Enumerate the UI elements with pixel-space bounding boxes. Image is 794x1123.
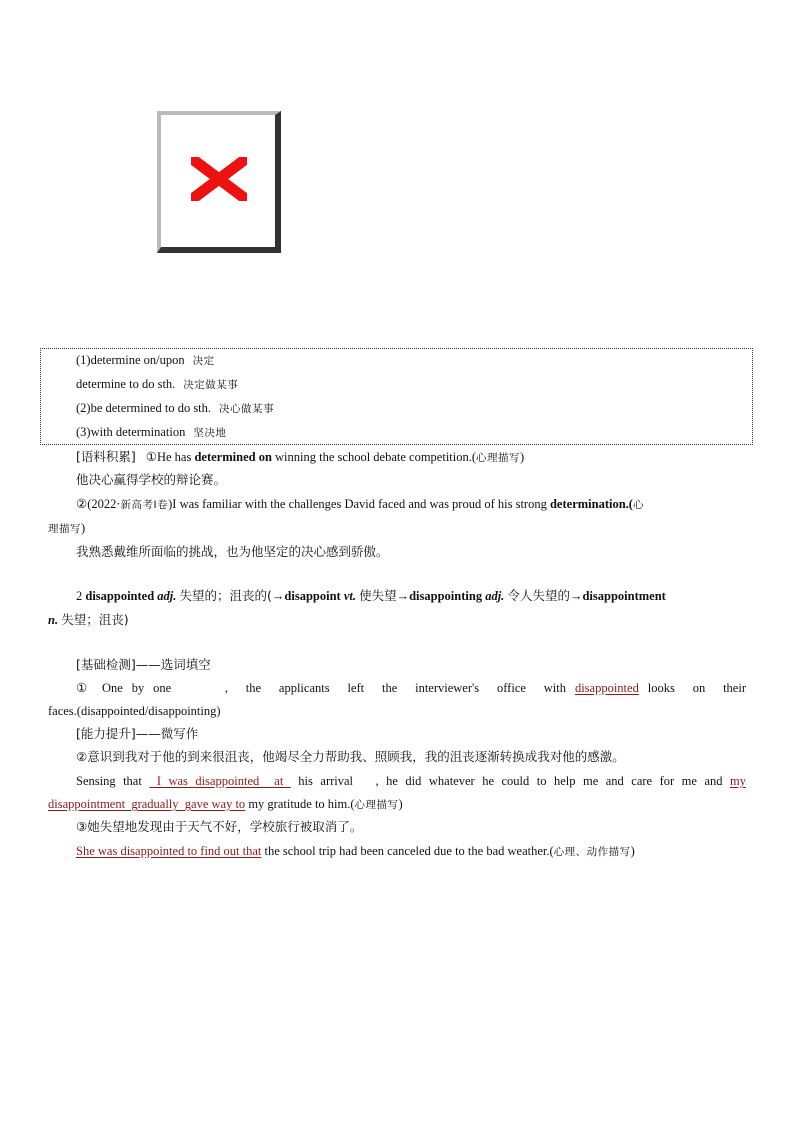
answer-blank-4: She was disappointed to find out that: [76, 844, 262, 858]
box-line-1: (1)determine on/upon 决定: [76, 353, 215, 367]
corpus-example-2: ②(2022·新高考Ⅰ卷)I was familiar with the challenges David faced and was proud of his strong determination.(心: [76, 497, 644, 511]
ability-label: [能力提升]——微写作: [76, 726, 199, 741]
headword: disappointed: [85, 589, 155, 603]
box-line-3: (2)be determined to do sth. 决心做某事: [76, 401, 275, 415]
corpus-label: [语料积累]: [76, 449, 136, 464]
answer-blank-2: I was disappointed at: [149, 774, 291, 788]
ability-question-3-prompt: ③她失望地发现由于天气不好，学校旅行被取消了。: [76, 819, 363, 834]
answer-blank-1: disappointed: [574, 681, 639, 695]
ability-question-2-answer: Sensing that I was disappointed at his arrival , he did whatever he could to help me and care for me and my: [76, 774, 746, 788]
ability-question-2-prompt: ②意识到我对于他的到来很沮丧，他竭尽全力帮助我、照顾我，我的沮丧逐渐转换成我对他的感激。: [76, 749, 625, 764]
ability-question-3-answer: She was disappointed to find out that the school trip had been canceled due to the bad weather.(心理、动作描写): [76, 844, 635, 858]
broken-image-placeholder: [157, 111, 281, 253]
box-line-2: determine to do sth. 决定做某事: [76, 377, 239, 391]
corpus-example-2-cont: 理描写): [48, 521, 86, 535]
entry-disappointed: 2 disappointed adj. 失望的；沮丧的(→disappoint vt. 使失望→disappointing adj. 令人失望的→disappointment: [76, 588, 666, 603]
answer-blank-3a: my: [730, 774, 746, 788]
answer-blank-3b: disappointment gradually gave way to: [48, 797, 246, 811]
basic-question-1: ① One by one , the applicants left the interviewer's office with disappointed looks on their: [76, 681, 746, 695]
basic-question-1-options: faces.(disappointed/disappointing): [48, 704, 221, 718]
corpus-example-1-translation: 他决心赢得学校的辩论赛。: [76, 472, 227, 487]
corpus-example-1: [语料积累] ①He has determined on winning the school debate competition.(心理描写): [76, 449, 525, 464]
red-x-icon: [191, 157, 247, 201]
corpus-example-2-translation: 我熟悉戴维所面临的挑战，也为他坚定的决心感到骄傲。: [76, 544, 389, 559]
entry-disappointed-cont: n. 失望；沮丧): [48, 612, 129, 627]
ability-question-2-answer-cont: disappointment gradually gave way to my gratitude to him.(心理描写): [48, 797, 403, 811]
basic-check-label: [基础检测]——选词填空: [76, 657, 211, 672]
box-line-4: (3)with determination 坚决地: [76, 425, 227, 439]
